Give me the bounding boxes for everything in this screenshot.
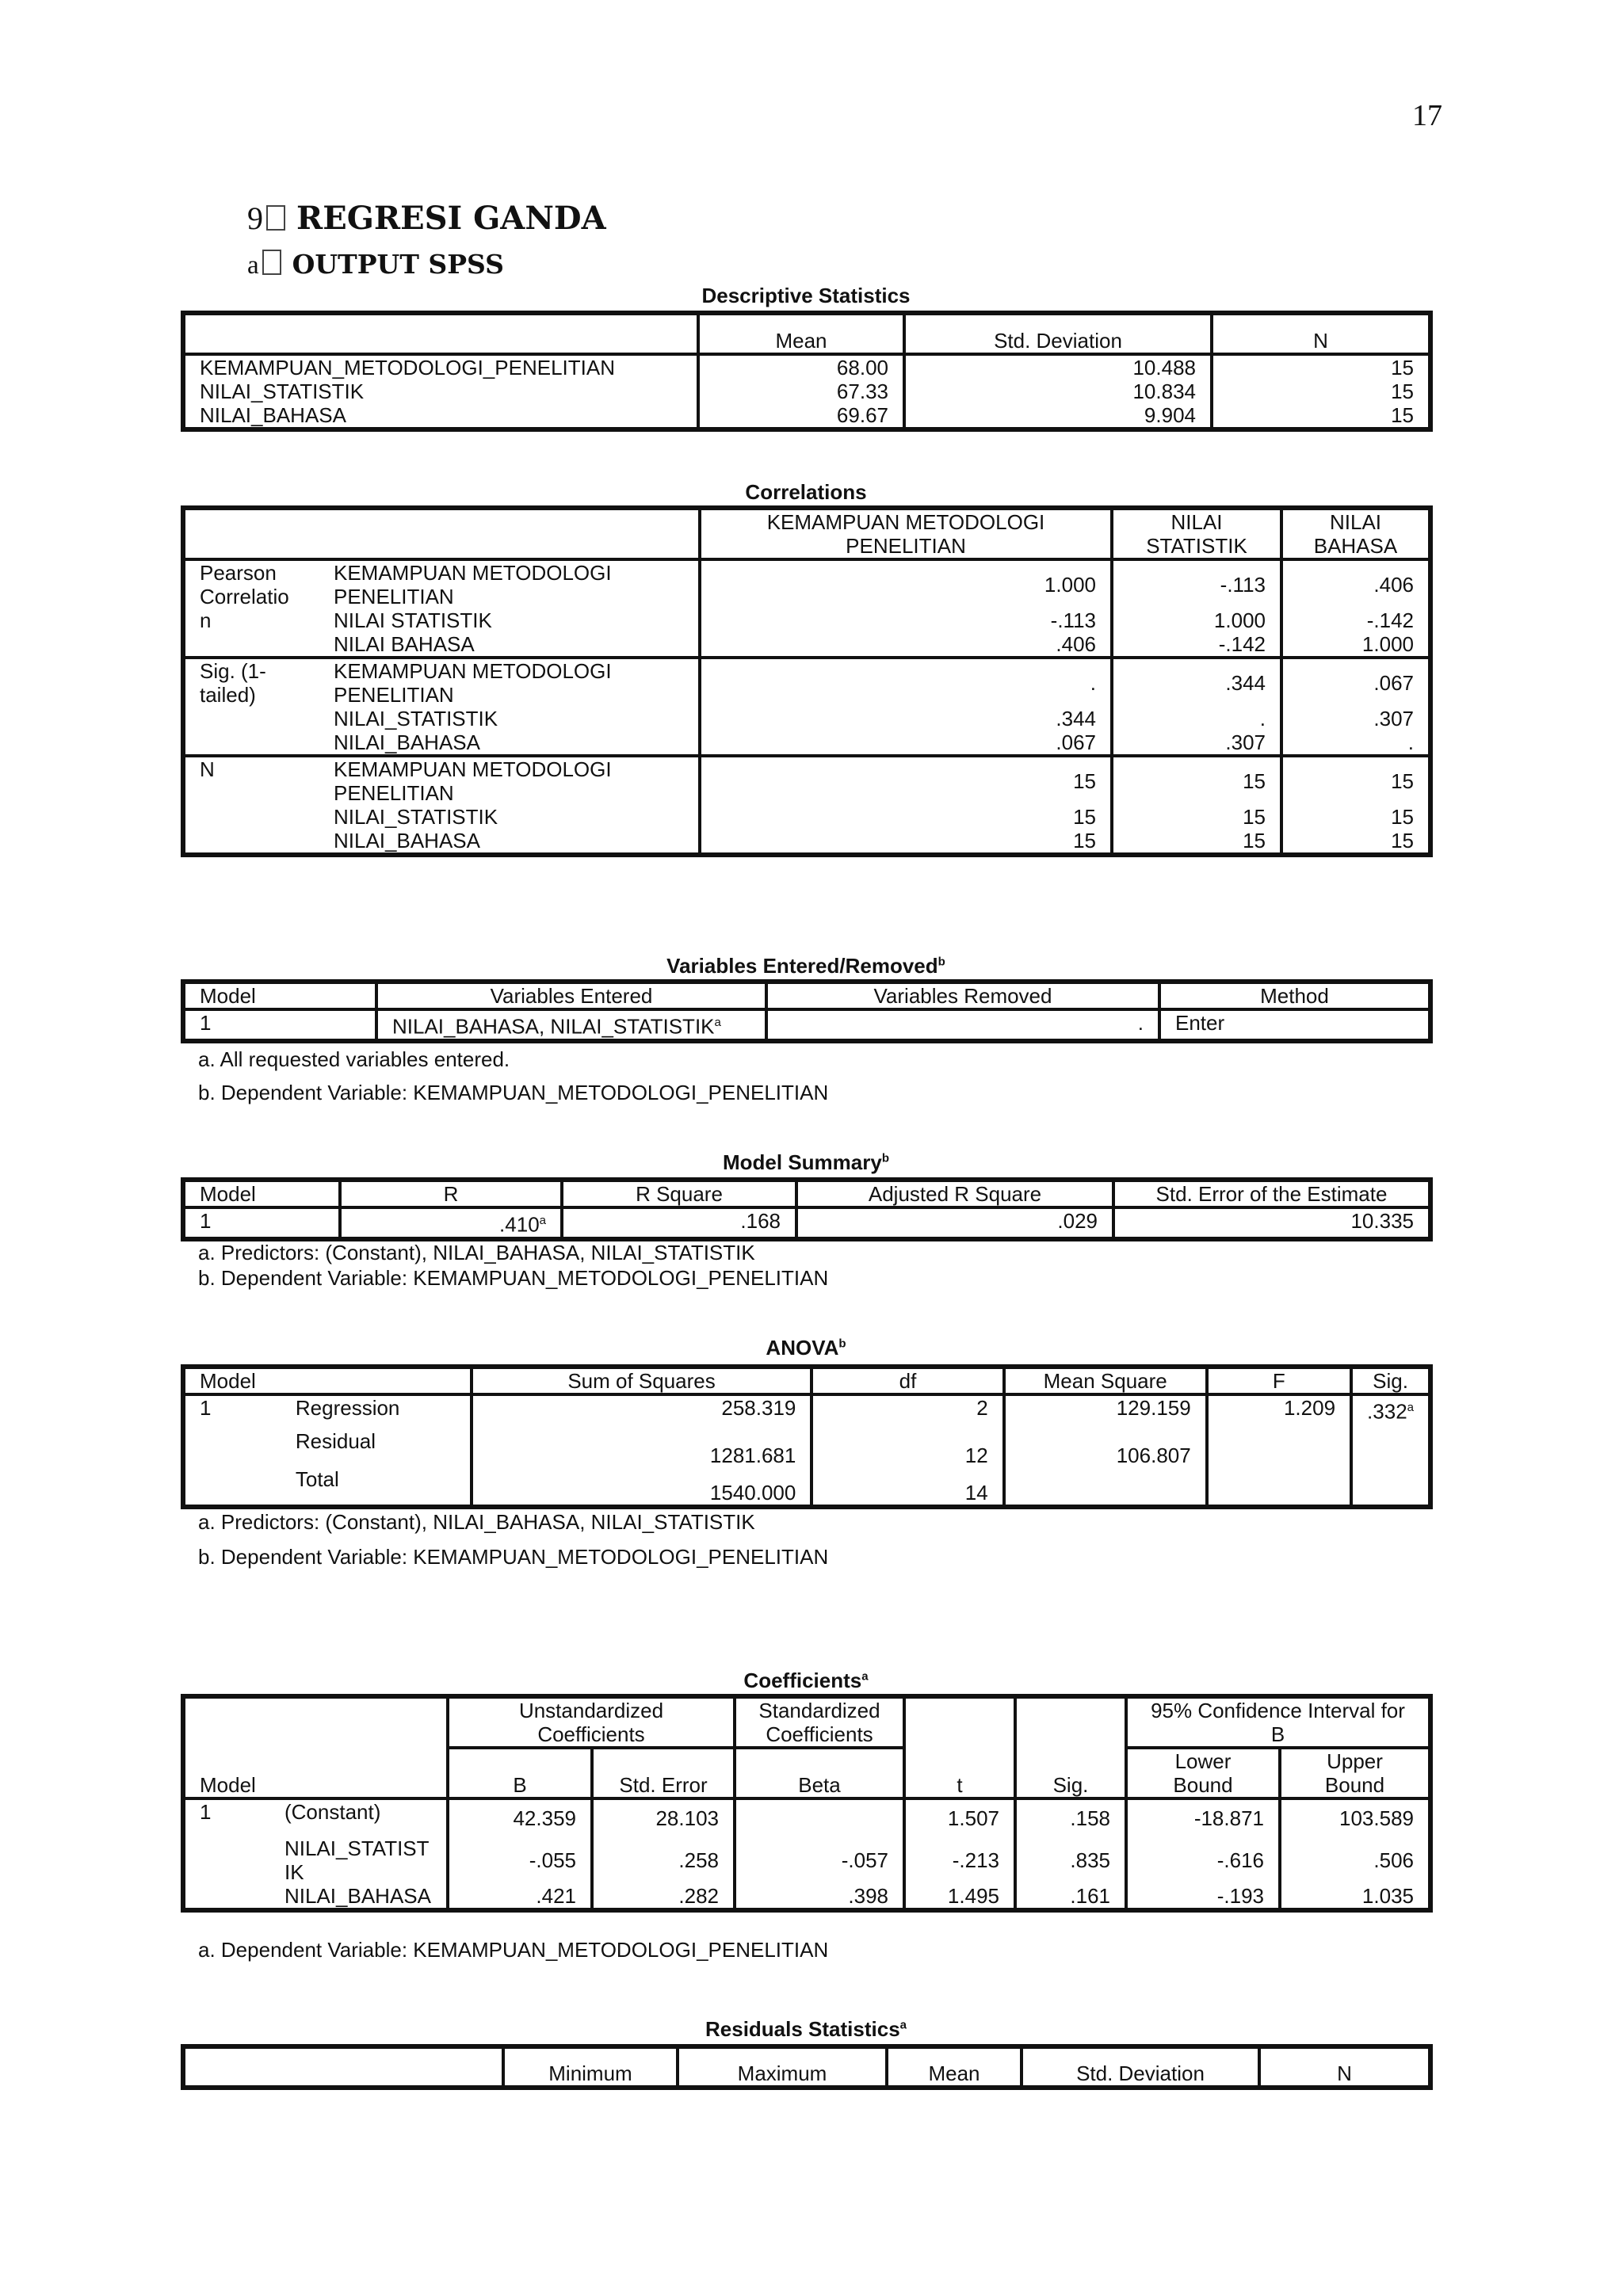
residuals-table [181, 2044, 1433, 2090]
table-row: NILAI_STATIST IK -.055 .258 -.057 -.213 .835 -.616 .506 [183, 1836, 1430, 1884]
header-cell: Sum of Squares [472, 1367, 812, 1394]
corner-cell [183, 2046, 503, 2088]
header-cell: Standardized Coefficients [735, 1696, 904, 1748]
row-group-label: Pearson Correlatio n [183, 559, 319, 658]
header-cell: Minimum [503, 2046, 678, 2088]
footnote: a. Dependent Variable: KEMAMPUAN_METODOLOGI_PENELITIAN [198, 1938, 829, 1962]
table-row: NILAI_BAHASA .067 .307 . [183, 730, 1430, 756]
coefficients-title: Coefficients$^a$ [743, 1669, 869, 1692]
descriptive-table [181, 311, 1433, 432]
row-group-label: Sig. (1- tailed) [183, 658, 319, 756]
table-row: NILAI BAHASA .406 -.142 1.000 [183, 632, 1430, 658]
header-cell: R Square [562, 1180, 796, 1207]
section-heading: 9 REGRESI GANDA [247, 200, 606, 237]
header-cell: Method [1159, 982, 1430, 1009]
table-row: Sig. (1- tailed) KEMAMPUAN METODOLOGI PENELITIAN . .344 .067 [183, 658, 1430, 707]
header-cell: Model [183, 1180, 340, 1207]
table-row: NILAI_BAHASA 69.67 9.904 15 [183, 403, 1430, 429]
header-cell: Beta [735, 1748, 904, 1798]
model-summary-table [181, 1177, 1433, 1241]
table-row: NILAI_BAHASA .421 .282 .398 1.495 .161 -.193 1.035 [183, 1884, 1430, 1910]
footnote: a. All requested variables entered. [198, 1047, 510, 1071]
header-cell: Unstandardized Coefficients [448, 1696, 735, 1748]
header-cell: Std. Deviation [904, 313, 1212, 354]
header-cell: Lower Bound [1126, 1748, 1280, 1798]
header-cell: NILAI BAHASA [1281, 508, 1430, 559]
table-row: NILAI_STATISTIK 67.33 10.834 15 [183, 379, 1430, 403]
table-row: Residual 1281.681 12 106.807 [183, 1429, 1430, 1467]
page-number: 17 [1412, 99, 1442, 132]
corner-cell [183, 508, 700, 559]
corner-cell [183, 313, 698, 354]
table-row: Total 1540.000 14 [183, 1467, 1430, 1507]
header-cell: F [1207, 1367, 1351, 1394]
table-row: NILAI_BAHASA 15 15 15 [183, 829, 1430, 855]
header-cell: Std. Error [592, 1748, 735, 1798]
correlations-title: Correlations [745, 480, 867, 504]
header-cell: Mean Square [1004, 1367, 1207, 1394]
footnote: b. Dependent Variable: KEMAMPUAN_METODOLOGI_PENELITIAN [198, 1545, 829, 1569]
header-cell: 95% Confidence Interval for B [1126, 1696, 1430, 1748]
table-row: NILAI STATISTIK -.113 1.000 -.142 [183, 608, 1430, 632]
header-cell: Sig. [1015, 1696, 1126, 1798]
header-cell: NILAI STATISTIK [1112, 508, 1281, 559]
table-row: 1 Regression 258.319 2 129.159 1.209 .332$^a$ [183, 1394, 1430, 1429]
footnote: b. Dependent Variable: KEMAMPUAN_METODOLOGI_PENELITIAN [198, 1266, 829, 1290]
header-cell: Sig. [1351, 1367, 1430, 1394]
table-row: 1 .410$^a$ .168 .029 10.335 [183, 1207, 1430, 1239]
header-cell: Mean [698, 313, 904, 354]
residuals-title: Residuals Statistics$^a$ [705, 2017, 907, 2041]
correlations-table [181, 505, 1433, 857]
header-cell: df [812, 1367, 1003, 1394]
header-cell: Upper Bound [1280, 1748, 1430, 1798]
header-cell: Model [183, 982, 376, 1009]
header-cell: Maximum [678, 2046, 887, 2088]
header-cell: Mean [887, 2046, 1022, 2088]
footnote: a. Predictors: (Constant), NILAI_BAHASA, NILAI_STATISTIK [198, 1241, 755, 1264]
model-summary-title: Model Summary$^b$ [723, 1150, 889, 1174]
table-row: N KEMAMPUAN METODOLOGI PENELITIAN 15 15 15 [183, 756, 1430, 805]
table-row: NILAI_STATISTIK .344 . .307 [183, 707, 1430, 730]
header-cell: N [1212, 313, 1430, 354]
header-cell: B [448, 1748, 592, 1798]
descriptive-title: Descriptive Statistics [701, 284, 911, 307]
row-group-label: N [183, 756, 319, 855]
table-row: 1 NILAI_BAHASA, NILAI_STATISTIK$^a$ . Enter [183, 1009, 1430, 1041]
header-cell: Std. Error of the Estimate [1113, 1180, 1430, 1207]
table-row: NILAI_STATISTIK 15 15 15 [183, 805, 1430, 829]
coefficients-table [181, 1694, 1433, 1913]
variables-title: Variables Entered/Removed$^b$ [666, 954, 945, 978]
header-cell: Variables Entered [376, 982, 766, 1009]
subsection-heading: a OUTPUT SPSS [247, 249, 504, 280]
header-cell: N [1259, 2046, 1430, 2088]
header-cell: Model [183, 1696, 448, 1798]
bullet-box-icon [266, 205, 285, 231]
header-cell: Model [183, 1367, 472, 1394]
table-row: KEMAMPUAN_METODOLOGI_PENELITIAN 68.00 10.488 15 [183, 354, 1430, 379]
header-cell: R [340, 1180, 562, 1207]
header-cell: Std. Deviation [1022, 2046, 1259, 2088]
table-row: Pearson Correlatio n KEMAMPUAN METODOLOGI PENELITIAN 1.000 -.113 .406 [183, 559, 1430, 608]
anova-table [181, 1364, 1433, 1509]
footnote: b. Dependent Variable: KEMAMPUAN_METODOLOGI_PENELITIAN [198, 1081, 829, 1104]
header-cell: t [904, 1696, 1015, 1798]
header-cell: Adjusted R Square [796, 1180, 1113, 1207]
table-row: 1 (Constant) 42.359 28.103 1.507 .158 -18.871 103.589 [183, 1798, 1430, 1836]
header-cell: KEMAMPUAN METODOLOGI PENELITIAN [700, 508, 1112, 559]
variables-table [181, 979, 1433, 1043]
header-cell: Variables Removed [766, 982, 1159, 1009]
footnote: a. Predictors: (Constant), NILAI_BAHASA, NILAI_STATISTIK [198, 1510, 755, 1534]
bullet-box-icon [262, 250, 281, 275]
anova-title: ANOVA$^b$ [766, 1336, 846, 1360]
